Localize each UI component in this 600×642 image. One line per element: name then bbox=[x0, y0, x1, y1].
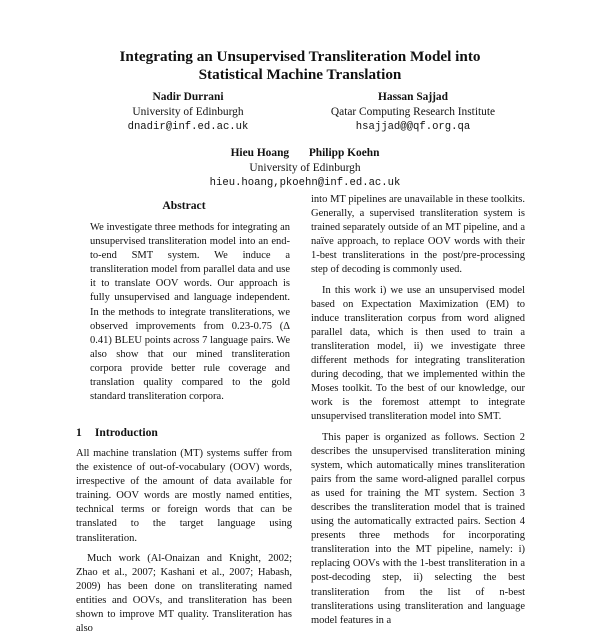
right-paragraph-2: In this work i) we use an unsupervised model based on Expectation Maximization (EM) to induce transliteration corpus from word aligned parallel data, which is then used to train a transliteration model, ii) we investigate three different methods for integrating transliteration during decoding, that we implemented within the Moses toolkit. To the best of our knowledge, our work is the foremost attempt to integrate unsupervised transliteration model into SMT. bbox=[311, 284, 525, 423]
author-name: Hieu Hoang bbox=[230, 147, 290, 159]
author-affiliation: University of Edinburgh bbox=[132, 106, 244, 118]
author-group-3 bbox=[180, 146, 430, 191]
author-name: Philipp Koehn bbox=[308, 147, 380, 159]
intro-paragraph-1: All machine translation (MT) systems suffer from the existence of out-of-vocabulary (OOV) words, irrespective of the amount of data available for training. OOV words are mostly named entities, technical terms or foreign words that can be translated to the target language using transliteration. bbox=[76, 448, 292, 544]
section-number: 1 bbox=[76, 426, 82, 439]
author-affiliation: University of Edinburgh bbox=[249, 162, 361, 174]
title-line-2: Statistical Machine Translation bbox=[198, 66, 402, 83]
author-name: Hassan Sajjad bbox=[378, 91, 448, 103]
author-1 bbox=[112, 90, 264, 135]
section-title: Introduction bbox=[94, 426, 158, 439]
abstract-text: We investigate three methods for integrating an unsupervised transliteration model into an end-to-end SMT system. We induce a transliteration model from parallel data and use it to translate OOV words. Our approach is fully unsupervised and language independent. In the methods to integrate transliterations, we observed improvements from 0.23-0.75 (Δ 0.41) BLEU points across 7 language pairs. We also show that our mined transliteration corpora provide better rule coverage and translation quality compared to the gold standard transliteration corpora. bbox=[90, 222, 290, 403]
right-paragraph-3: This paper is organized as follows. Section 2 describes the unsupervised transliteration mining system, which automatically mines transliteration pairs from the same word-aligned parallel corpus as used for training the MT system. Section 3 describes the transliteration model that is trained using the automatically extracted pairs. Section 4 presents three methods for incorporating transliteration into the MT pipeline, namely: i) replacing OOVs with the 1-best transliteration in a post-decoding step, ii) selecting the best transliteration from the list of n-best transliterations using transliteration and language model features in a bbox=[311, 431, 525, 626]
author-affiliation: Qatar Computing Research Institute bbox=[330, 106, 496, 118]
right-column-body bbox=[311, 193, 525, 634]
author-names bbox=[180, 146, 430, 161]
right-paragraph-1: into MT pipelines are unavailable in these toolkits. Generally, a supervised transliteration system is trained separately outside of an MT pipeline, and a naïve approach, to replace OOV words with their 1-best transliterations in the post/pre-processing step of decoding is commonly used. bbox=[311, 194, 525, 276]
title-line-1: Integrating an Unsupervised Transliteration Model into bbox=[119, 48, 481, 65]
author-2 bbox=[298, 90, 528, 135]
section-heading bbox=[76, 426, 158, 439]
author-email: dnadir@inf.ed.ac.uk bbox=[127, 121, 249, 133]
abstract-heading: Abstract bbox=[162, 199, 206, 212]
author-email: hieu.hoang,pkoehn@inf.ed.ac.uk bbox=[209, 177, 401, 189]
intro-paragraph-2: Much work (Al-Onaizan and Knight, 2002; Zhao et al., 2007; Kashani et al., 2007; Habash, 2009) has been done on transliterating named entities and OOVs, and transliteration has been shown to improve MT quality. Transliteration has also bbox=[76, 552, 292, 635]
abstract-body bbox=[90, 221, 290, 410]
paper-title bbox=[0, 48, 600, 84]
left-column-body bbox=[76, 447, 292, 642]
author-email: hsajjad@@qf.org.qa bbox=[355, 121, 471, 133]
author-name: Nadir Durrani bbox=[152, 91, 224, 103]
